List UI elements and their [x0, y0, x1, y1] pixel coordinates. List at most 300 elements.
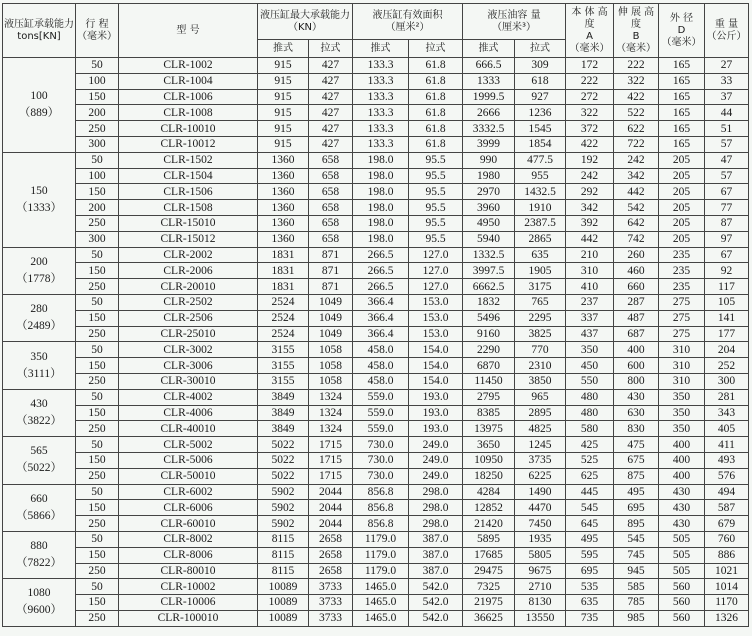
weight-cell: 281 [705, 389, 749, 405]
max-load-pull-cell: 1049 [309, 326, 353, 342]
capacity-tons: 430 [30, 397, 48, 410]
stroke-cell: 50 [76, 247, 119, 263]
model-cell: CLR-20010 [119, 279, 258, 295]
weight-cell: 493 [705, 452, 749, 468]
area-push-cell: 559.0 [353, 421, 409, 437]
model-cell: CLR-10010 [119, 121, 258, 137]
weight-cell: 47 [705, 152, 749, 168]
max-load-push-cell: 2524 [258, 326, 309, 342]
capacity-cell [3, 58, 76, 153]
body-height-cell: 545 [566, 500, 614, 516]
body-height-cell: 422 [566, 136, 614, 152]
area-push-cell: 856.8 [353, 500, 409, 516]
max-load-pull-cell: 1715 [309, 468, 353, 484]
table-row [3, 231, 749, 247]
extended-height-cell: 522 [614, 105, 659, 121]
outer-diameter-cell: 165 [659, 89, 705, 105]
area-push-cell: 730.0 [353, 452, 409, 468]
oil-pull-cell: 3850 [515, 373, 566, 389]
table-row [3, 152, 749, 168]
body-height-cell: 645 [566, 516, 614, 532]
outer-diameter-cell: 505 [659, 547, 705, 563]
outer-diameter-cell: 430 [659, 500, 705, 516]
oil-push-cell: 1832 [463, 294, 515, 310]
outer-diameter-cell: 505 [659, 563, 705, 579]
area-push-cell: 266.5 [353, 263, 409, 279]
area-pull-cell: 95.5 [409, 200, 463, 216]
oil-push-cell: 11450 [463, 373, 515, 389]
extended-height-cell: 342 [614, 168, 659, 184]
body-height-cell: 495 [566, 531, 614, 547]
stroke-cell: 150 [76, 184, 119, 200]
area-push-cell: 266.5 [353, 247, 409, 263]
table-row [3, 136, 749, 152]
extended-height-cell: 830 [614, 421, 659, 437]
weight-cell: 67 [705, 184, 749, 200]
area-header [353, 4, 463, 40]
model-cell: CLR-15012 [119, 231, 258, 247]
hydraulic-cylinder-spec-table [2, 3, 749, 627]
outer-diameter-cell: 275 [659, 294, 705, 310]
area-pull-cell: 542.0 [409, 610, 463, 626]
outer-diameter-cell: 205 [659, 168, 705, 184]
oil-pull-cell: 765 [515, 294, 566, 310]
table-row [3, 121, 749, 137]
oil-push-cell: 5496 [463, 310, 515, 326]
stroke-cell: 50 [76, 579, 119, 595]
area-pull-cell: 61.8 [409, 89, 463, 105]
outer-diameter-cell: 275 [659, 326, 705, 342]
extended-height-title: 伸 展 高 度 [617, 6, 655, 30]
max-load-title: 液压缸最大承载能力 [260, 9, 350, 21]
area-pull-cell: 542.0 [409, 595, 463, 611]
weight-cell: 33 [705, 73, 749, 89]
area-pull-cell: 249.0 [409, 437, 463, 453]
oil-push-cell: 990 [463, 152, 515, 168]
area-push-cell: 366.4 [353, 326, 409, 342]
area-push-cell: 198.0 [353, 184, 409, 200]
outer-diameter-cell: 205 [659, 184, 705, 200]
weight-cell: 44 [705, 105, 749, 121]
max-load-pull-cell: 658 [309, 231, 353, 247]
model-cell: CLR-6002 [119, 484, 258, 500]
weight-cell: 679 [705, 516, 749, 532]
area-push-cell: 856.8 [353, 484, 409, 500]
table-row [3, 200, 749, 216]
weight-cell: 1326 [705, 610, 749, 626]
weight-cell: 27 [705, 58, 749, 74]
stroke-cell: 250 [76, 215, 119, 231]
body-height-cell: 337 [566, 310, 614, 326]
extended-height-cell: 785 [614, 595, 659, 611]
outer-diameter-cell: 235 [659, 263, 705, 279]
oil-push-cell: 10950 [463, 452, 515, 468]
stroke-cell: 150 [76, 547, 119, 563]
body-height-cell: 222 [566, 73, 614, 89]
table-row [3, 500, 749, 516]
capacity-tons: 150 [30, 184, 48, 197]
outer-diameter-cell: 275 [659, 310, 705, 326]
body-height-cell: 442 [566, 231, 614, 247]
model-cell: CLR-1502 [119, 152, 258, 168]
area-pull-cell: 387.0 [409, 547, 463, 563]
max-load-pull-cell: 2658 [309, 531, 353, 547]
max-load-unit: （KN） [287, 21, 323, 33]
area-push-cell: 198.0 [353, 168, 409, 184]
model-cell: CLR-30010 [119, 373, 258, 389]
oil-pull-cell: 2295 [515, 310, 566, 326]
area-pull-cell: 95.5 [409, 152, 463, 168]
weight-cell: 1170 [705, 595, 749, 611]
area-pull-cell: 154.0 [409, 358, 463, 374]
oil-pull-cell: 3735 [515, 452, 566, 468]
capacity-kn: （7822） [16, 557, 62, 570]
area-title: 液压缸有效面积 [372, 9, 443, 21]
oil-pull-cell: 1236 [515, 105, 566, 121]
area-pull-cell: 298.0 [409, 484, 463, 500]
body-height-cell: 635 [566, 595, 614, 611]
max-load-push-cell: 5022 [258, 452, 309, 468]
stroke-title: 行 程 [85, 18, 109, 30]
model-cell: CLR-8002 [119, 531, 258, 547]
model-cell: CLR-1004 [119, 73, 258, 89]
oil-pull-cell: 2865 [515, 231, 566, 247]
model-cell: CLR-1504 [119, 168, 258, 184]
max-load-push-cell: 2524 [258, 310, 309, 326]
body-height-unit: （毫米） [569, 42, 610, 54]
capacity-tons: 200 [30, 255, 48, 268]
capacity-cell [3, 342, 76, 389]
oil-pull-cell: 770 [515, 342, 566, 358]
table-row [3, 484, 749, 500]
model-cell: CLR-5002 [119, 437, 258, 453]
oil-pull-cell: 1905 [515, 263, 566, 279]
capacity-tons: 1080 [27, 587, 51, 600]
oil-push-cell: 36625 [463, 610, 515, 626]
body-height-cell: 292 [566, 184, 614, 200]
model-cell: CLR-1506 [119, 184, 258, 200]
area-push-cell: 133.3 [353, 73, 409, 89]
extended-height-cell: 875 [614, 468, 659, 484]
area-pull-cell: 61.8 [409, 121, 463, 137]
capacity-cell [3, 579, 76, 626]
area-pull-cell: 95.5 [409, 215, 463, 231]
extended-height-cell: 542 [614, 200, 659, 216]
capacity-cell [3, 531, 76, 578]
outer-diameter-cell: 400 [659, 437, 705, 453]
max-load-push-cell: 5022 [258, 468, 309, 484]
stroke-cell: 150 [76, 500, 119, 516]
oil-pull-cell: 927 [515, 89, 566, 105]
oil-push-cell: 13975 [463, 421, 515, 437]
body-height-cell: 425 [566, 437, 614, 453]
extended-height-cell: 322 [614, 73, 659, 89]
oil-pull-cell: 1910 [515, 200, 566, 216]
stroke-cell: 250 [76, 421, 119, 437]
extended-height-cell: 430 [614, 389, 659, 405]
area-push-cell: 1465.0 [353, 579, 409, 595]
max-load-pull-cell: 658 [309, 152, 353, 168]
stroke-cell: 50 [76, 58, 119, 74]
body-height-cell: 625 [566, 468, 614, 484]
body-height-cell: 342 [566, 200, 614, 216]
max-load-pull-cell: 427 [309, 58, 353, 74]
extended-height-cell: 487 [614, 310, 659, 326]
body-height-cell: 272 [566, 89, 614, 105]
weight-cell: 92 [705, 263, 749, 279]
max-load-pull-cell: 2044 [309, 516, 353, 532]
max-load-pull-cell: 427 [309, 121, 353, 137]
capacity-tons: 880 [30, 540, 48, 553]
outer-diameter-cell: 350 [659, 421, 705, 437]
weight-cell: 77 [705, 200, 749, 216]
oil-push-cell: 2970 [463, 184, 515, 200]
max-load-pull-cell: 1324 [309, 405, 353, 421]
body-height-cell: 192 [566, 152, 614, 168]
oil-push-cell: 3650 [463, 437, 515, 453]
stroke-cell: 250 [76, 468, 119, 484]
weight-unit: （公斤） [706, 30, 747, 42]
extended-height-cell: 945 [614, 563, 659, 579]
max-load-push-cell: 3849 [258, 389, 309, 405]
extended-height-cell: 630 [614, 405, 659, 421]
max-load-push-cell: 1360 [258, 168, 309, 184]
weight-header [705, 4, 749, 58]
extended-height-unit: （毫米） [616, 42, 656, 54]
weight-cell: 300 [705, 373, 749, 389]
model-cell: CLR-1006 [119, 89, 258, 105]
capacity-cell [3, 389, 76, 436]
max-load-push-cell: 1360 [258, 231, 309, 247]
weight-cell: 177 [705, 326, 749, 342]
body-height-cell: 580 [566, 421, 614, 437]
max-load-push-cell: 8115 [258, 547, 309, 563]
extended-height-cell: 242 [614, 152, 659, 168]
max-load-push-cell: 1360 [258, 152, 309, 168]
model-cell: CLR-10012 [119, 136, 258, 152]
weight-cell: 97 [705, 231, 749, 247]
capacity-cell [3, 484, 76, 531]
oil-push-cell: 7325 [463, 579, 515, 595]
weight-cell: 57 [705, 136, 749, 152]
outer-diameter-title: 外 径 [669, 12, 694, 24]
table-row [3, 105, 749, 121]
outer-diameter-cell: 205 [659, 200, 705, 216]
table-row [3, 89, 749, 105]
extended-height-cell: 222 [614, 58, 659, 74]
stroke-cell: 50 [76, 531, 119, 547]
oil-push-cell: 8385 [463, 405, 515, 421]
table-row [3, 279, 749, 295]
outer-diameter-cell: 560 [659, 595, 705, 611]
max-load-pull-cell: 2658 [309, 563, 353, 579]
oil-push-cell: 2795 [463, 389, 515, 405]
table-row [3, 263, 749, 279]
area-pull-cell: 193.0 [409, 389, 463, 405]
outer-diameter-cell: 205 [659, 231, 705, 247]
stroke-cell: 150 [76, 405, 119, 421]
extended-height-cell: 800 [614, 373, 659, 389]
table-row [3, 468, 749, 484]
weight-cell: 576 [705, 468, 749, 484]
area-pull-cell: 193.0 [409, 405, 463, 421]
body-height-cell: 695 [566, 563, 614, 579]
oil-push-cell: 1999.5 [463, 89, 515, 105]
table-row [3, 310, 749, 326]
table-row [3, 247, 749, 263]
model-cell: CLR-4002 [119, 389, 258, 405]
oil-pull-cell: 635 [515, 247, 566, 263]
weight-cell: 204 [705, 342, 749, 358]
extended-height-cell: 622 [614, 121, 659, 137]
area-pull-cell: 153.0 [409, 310, 463, 326]
max-load-pull-cell: 1058 [309, 358, 353, 374]
outer-diameter-cell: 235 [659, 247, 705, 263]
max-load-pull-cell: 1324 [309, 421, 353, 437]
oil-push-header: 推式 [463, 40, 515, 58]
max-load-pull-cell: 1324 [309, 389, 353, 405]
max-load-push-cell: 3155 [258, 342, 309, 358]
model-cell: CLR-2506 [119, 310, 258, 326]
capacity-cell [3, 294, 76, 341]
stroke-cell: 200 [76, 200, 119, 216]
max-load-push-cell: 5022 [258, 437, 309, 453]
oil-push-cell: 1333 [463, 73, 515, 89]
table-row [3, 358, 749, 374]
body-height-symbol: A [586, 30, 593, 42]
extended-height-cell: 600 [614, 358, 659, 374]
outer-diameter-cell: 235 [659, 279, 705, 295]
capacity-kn: （3111） [16, 367, 62, 380]
body-height-title: 本 体 高 度 [571, 6, 608, 30]
area-push-cell: 559.0 [353, 405, 409, 421]
weight-cell: 252 [705, 358, 749, 374]
oil-push-cell: 17685 [463, 547, 515, 563]
outer-diameter-unit: （毫米） [661, 36, 702, 48]
area-push-cell: 198.0 [353, 231, 409, 247]
stroke-cell: 250 [76, 121, 119, 137]
capacity-cell [3, 247, 76, 294]
body-height-cell: 525 [566, 452, 614, 468]
stroke-cell: 150 [76, 310, 119, 326]
model-cell: CLR-3006 [119, 358, 258, 374]
outer-diameter-cell: 505 [659, 531, 705, 547]
area-push-cell: 133.3 [353, 58, 409, 74]
area-pull-cell: 193.0 [409, 421, 463, 437]
oil-pull-cell: 477.5 [515, 152, 566, 168]
max-load-pull-cell: 658 [309, 215, 353, 231]
max-load-pull-cell: 427 [309, 73, 353, 89]
model-cell: CLR-2002 [119, 247, 258, 263]
model-cell: CLR-2502 [119, 294, 258, 310]
weight-cell: 1014 [705, 579, 749, 595]
area-push-cell: 266.5 [353, 279, 409, 295]
oil-pull-cell: 9675 [515, 563, 566, 579]
outer-diameter-cell: 310 [659, 342, 705, 358]
oil-push-cell: 21975 [463, 595, 515, 611]
body-height-cell: 310 [566, 263, 614, 279]
extended-height-cell: 400 [614, 342, 659, 358]
outer-diameter-cell: 165 [659, 73, 705, 89]
area-push-cell: 198.0 [353, 200, 409, 216]
area-pull-cell: 95.5 [409, 184, 463, 200]
body-height-cell: 550 [566, 373, 614, 389]
oil-pull-cell: 1245 [515, 437, 566, 453]
capacity-tons: 100 [30, 89, 48, 102]
area-push-cell: 1465.0 [353, 610, 409, 626]
table-row [3, 531, 749, 547]
stroke-cell: 250 [76, 279, 119, 295]
body-height-cell: 480 [566, 405, 614, 421]
area-pull-cell: 61.8 [409, 73, 463, 89]
oil-pull-cell: 3825 [515, 326, 566, 342]
table-row [3, 215, 749, 231]
weight-cell: 57 [705, 168, 749, 184]
max-load-pull-cell: 3733 [309, 579, 353, 595]
oil-push-cell: 9160 [463, 326, 515, 342]
body-height-cell: 437 [566, 326, 614, 342]
oil-push-cell: 3960 [463, 200, 515, 216]
model-cell: CLR-50010 [119, 468, 258, 484]
area-push-cell: 856.8 [353, 516, 409, 532]
capacity-tons: 565 [30, 445, 48, 458]
model-cell: CLR-1002 [119, 58, 258, 74]
extended-height-cell: 695 [614, 500, 659, 516]
body-height-cell: 450 [566, 358, 614, 374]
area-push-cell: 730.0 [353, 468, 409, 484]
oil-push-cell: 6870 [463, 358, 515, 374]
body-height-cell: 350 [566, 342, 614, 358]
oil-pull-header: 拉式 [515, 40, 566, 58]
stroke-cell: 250 [76, 373, 119, 389]
weight-cell: 51 [705, 121, 749, 137]
weight-cell: 886 [705, 547, 749, 563]
capacity-cell [3, 152, 76, 247]
model-cell: CLR-3002 [119, 342, 258, 358]
area-pull-cell: 387.0 [409, 563, 463, 579]
max-load-push-cell: 3849 [258, 405, 309, 421]
extended-height-cell: 722 [614, 136, 659, 152]
extended-height-cell: 675 [614, 452, 659, 468]
max-load-push-cell: 915 [258, 89, 309, 105]
oil-push-cell: 3997.5 [463, 263, 515, 279]
capacity-kn: （1333） [16, 201, 62, 214]
stroke-cell: 50 [76, 294, 119, 310]
max-load-push-cell: 2524 [258, 294, 309, 310]
area-push-header: 推式 [353, 40, 409, 58]
body-height-cell: 392 [566, 215, 614, 231]
capacity-cell [3, 437, 76, 484]
max-load-pull-cell: 658 [309, 184, 353, 200]
extended-height-cell: 660 [614, 279, 659, 295]
extended-height-cell: 895 [614, 516, 659, 532]
max-load-push-header: 推式 [258, 40, 309, 58]
outer-diameter-header [659, 4, 705, 58]
stroke-cell: 250 [76, 610, 119, 626]
max-load-push-cell: 1831 [258, 279, 309, 295]
oil-push-cell: 5895 [463, 531, 515, 547]
weight-cell: 760 [705, 531, 749, 547]
stroke-cell: 150 [76, 263, 119, 279]
max-load-pull-cell: 427 [309, 136, 353, 152]
body-height-header [566, 4, 614, 58]
extended-height-cell: 642 [614, 215, 659, 231]
oil-push-cell: 666.5 [463, 58, 515, 74]
extended-height-header [614, 4, 659, 58]
max-load-push-cell: 10089 [258, 595, 309, 611]
max-load-pull-cell: 1058 [309, 342, 353, 358]
body-height-cell: 372 [566, 121, 614, 137]
